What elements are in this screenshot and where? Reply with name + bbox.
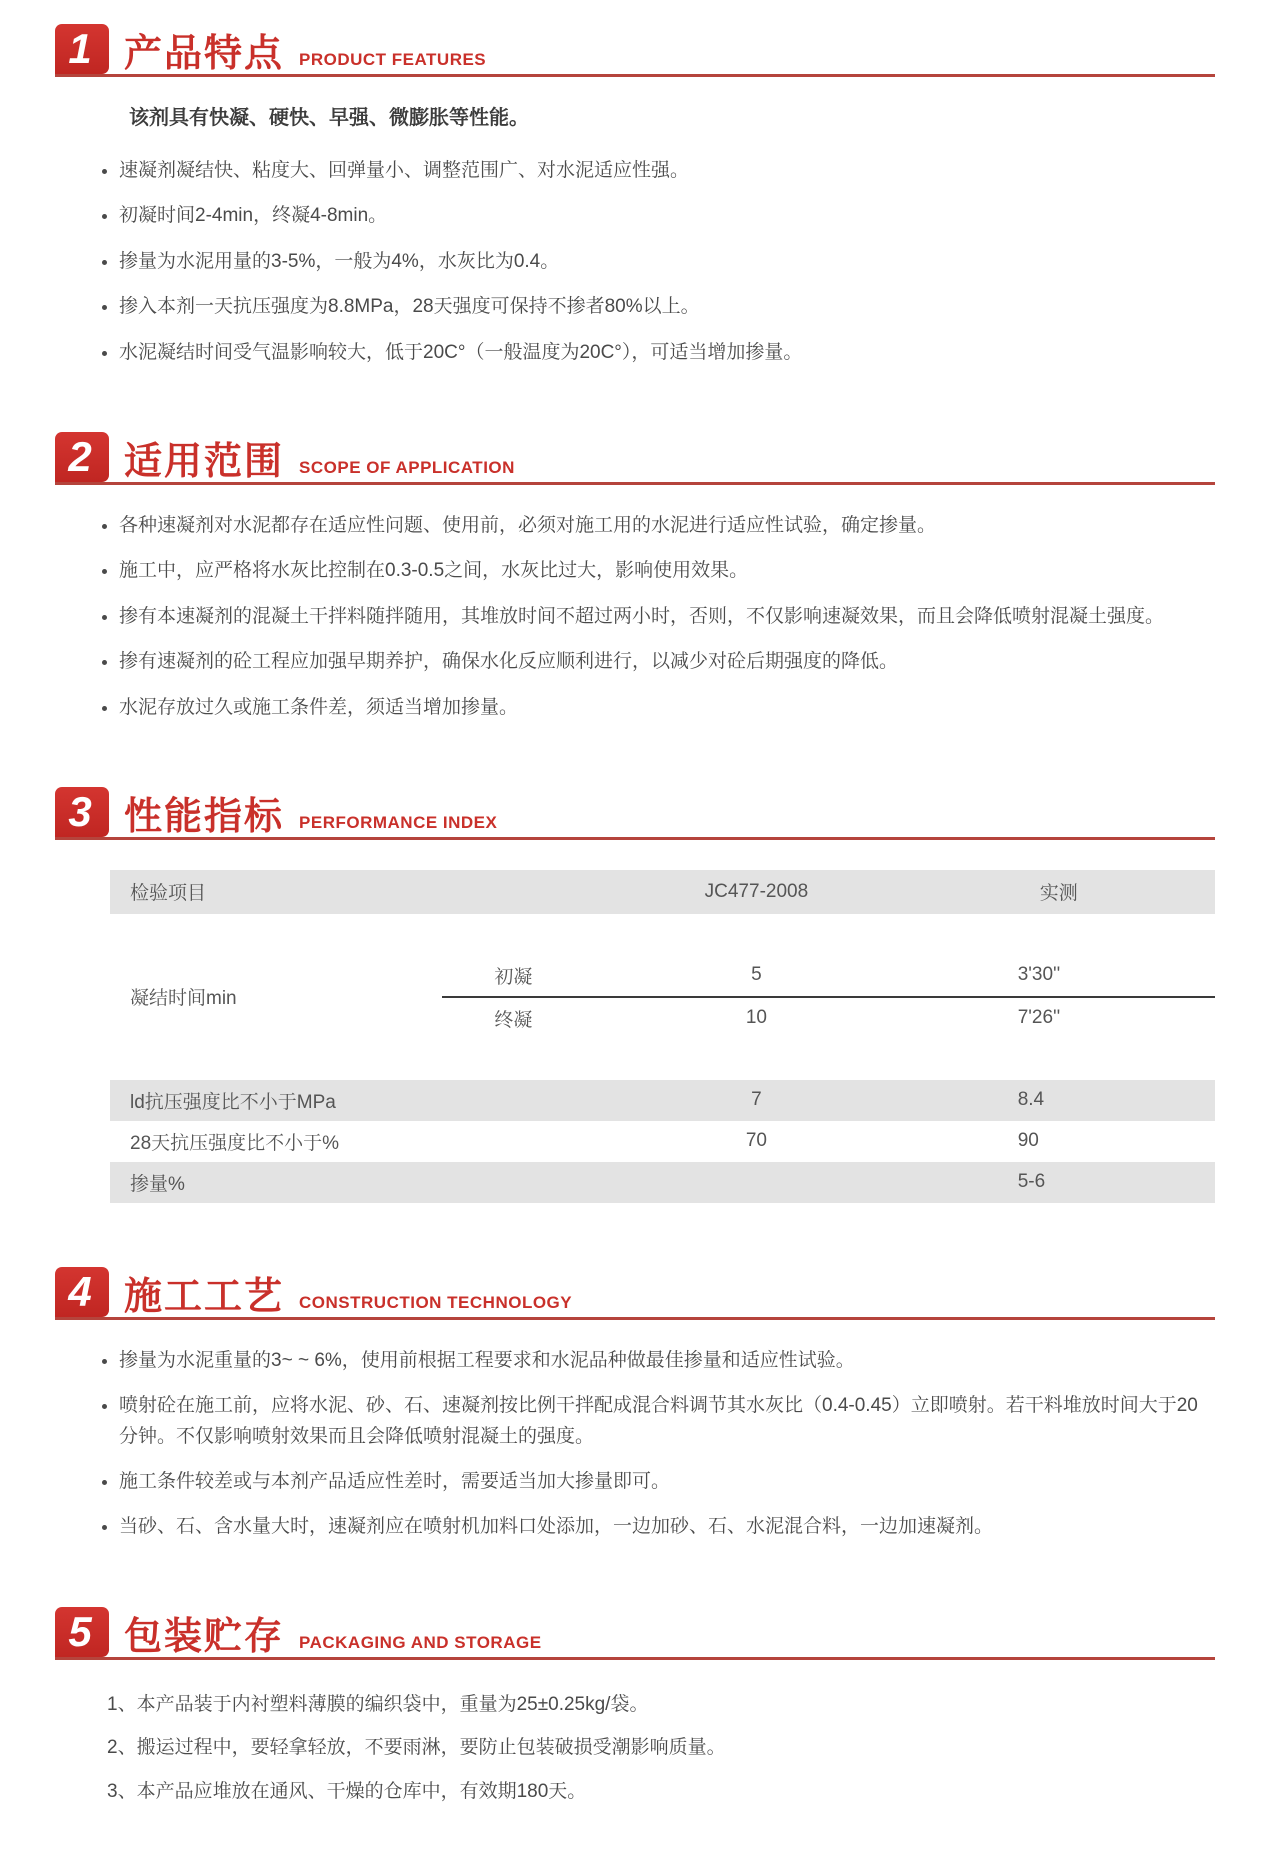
cell-item: 28天抗压强度比不小于% xyxy=(130,1132,340,1154)
cell-measured: 90 xyxy=(1017,1130,1039,1152)
section-number-badge: 5 xyxy=(55,1607,109,1657)
packaging-list xyxy=(107,1690,1215,1807)
cell-sub: 终凝 xyxy=(494,1009,533,1031)
features-intro: 该剂具有快凝、硬快、早强、微膨胀等性能。 xyxy=(129,107,529,129)
section-header xyxy=(55,1267,1215,1320)
table-gap-row xyxy=(110,914,1215,955)
list-item: • 初凝时间2-4min，终凝4-8min。 xyxy=(119,201,1215,231)
section-construction-technology xyxy=(55,1267,1215,1543)
section-subtitle: CONSTRUCTION TECHNOLOGY xyxy=(299,1292,573,1312)
list-item: 2、搬运过程中，要轻拿轻放，不要雨淋，要防止包装破损受潮影响质量。 xyxy=(107,1737,726,1759)
list-item: • 喷射砼在施工前，应将水泥、砂、石、速凝剂按比例干拌配成混合料调节其水灰比（0.4-0.45）立即喷射。若干料堆放时间大于20分钟。不仅影响喷射效果而且会降低喷射混凝土的强度。 xyxy=(119,1391,1215,1452)
list-item: • 水泥凝结时间受气温影响较大，低于20C°（一般温度为20C°），可适当增加掺量。 xyxy=(119,338,1215,368)
list-item: 3、本产品应堆放在通风、干燥的仓库中，有效期180天。 xyxy=(107,1780,587,1802)
section-header xyxy=(55,24,1215,77)
col-header-measured: 实测 xyxy=(1039,883,1078,905)
section-title: 产品特点 xyxy=(124,33,285,75)
performance-table xyxy=(110,870,1215,1203)
list-item: • 掺有速凝剂的砼工程应加强早期养护，确保水化反应顺利进行，以减少对砼后期强度的降低。 xyxy=(119,647,1215,677)
table-row-28d-strength xyxy=(110,1121,1215,1162)
cell-standard: 70 xyxy=(745,1130,767,1152)
section-subtitle: SCOPE OF APPLICATION xyxy=(299,457,515,477)
section-header xyxy=(55,1607,1215,1660)
section-title: 包装贮存 xyxy=(124,1615,285,1658)
section-subtitle: PRODUCT FEATURES xyxy=(299,50,487,69)
list-item: • 施工中，应严格将水灰比控制在0.3-0.5之间，水灰比过大，影响使用效果。 xyxy=(119,556,1215,586)
cell-standard xyxy=(585,1162,928,1203)
table-row-dosage xyxy=(110,1162,1215,1203)
list-item: • 当砂、石、含水量大时，速凝剂应在喷射机加料口处添加，一边加砂、石、水泥混合料，一边加速凝剂。 xyxy=(119,1512,1215,1542)
list-item: • 施工条件较差或与本剂产品适应性差时，需要适当加大掺量即可。 xyxy=(119,1467,1215,1497)
cell-standard: 5 xyxy=(585,955,928,997)
table-row-1d-strength xyxy=(110,1080,1215,1121)
cell-measured: 5-6 xyxy=(1017,1171,1046,1193)
scope-list xyxy=(103,511,1215,723)
section-scope-of-application xyxy=(55,432,1215,723)
table-gap-row xyxy=(110,1039,1215,1080)
section-title: 性能指标 xyxy=(124,795,285,838)
table-header-row xyxy=(110,870,1215,914)
list-item: 1、本产品装于内衬塑料薄膜的编织袋中，重量为25±0.25kg/袋。 xyxy=(107,1693,649,1715)
cell-item: 掺量% xyxy=(130,1173,185,1195)
list-item: • 掺量为水泥用量的3-5%，一般为4%，水灰比为0.4。 xyxy=(119,247,1215,277)
table-row-setting-initial xyxy=(110,955,1215,997)
section-packaging-storage xyxy=(55,1607,1215,1807)
list-item: • 掺入本剂一天抗压强度为8.8MPa，28天强度可保持不掺者80%以上。 xyxy=(119,292,1215,322)
cell-measured: 3'30'' xyxy=(928,955,1215,997)
section-header xyxy=(55,787,1215,840)
list-item: • 掺有本速凝剂的混凝土干拌料随拌随用，其堆放时间不超过两小时，否则，不仅影响速凝效果，而且会降低喷射混凝土强度。 xyxy=(119,602,1215,632)
construction-list xyxy=(103,1346,1215,1543)
cell-item: ld抗压强度比不小于MPa xyxy=(130,1091,336,1113)
section-number-badge: 2 xyxy=(55,432,109,482)
section-title: 施工工艺 xyxy=(124,1275,285,1318)
cell-sub: 初凝 xyxy=(442,955,586,997)
cell-standard: 7 xyxy=(751,1089,762,1111)
section-performance-index xyxy=(55,787,1215,1203)
section-number-badge: 3 xyxy=(55,787,109,837)
section-subtitle: PACKAGING AND STORAGE xyxy=(299,1632,542,1652)
features-list xyxy=(103,156,1215,368)
section-number-badge: 4 xyxy=(55,1267,109,1317)
list-item: • 速凝剂凝结快、粘度大、回弹量小、调整范围广、对水泥适应性强。 xyxy=(119,156,1215,186)
section-subtitle: PERFORMANCE INDEX xyxy=(299,812,498,832)
list-item: • 各种速凝剂对水泥都存在适应性问题、使用前，必须对施工用的水泥进行适应性试验，确定掺量。 xyxy=(119,511,1215,541)
cell-standard: 10 xyxy=(745,1007,767,1029)
section-header xyxy=(55,432,1215,485)
list-item: • 掺量为水泥重量的3~ ~ 6%，使用前根据工程要求和水泥品种做最佳掺量和适应性试验。 xyxy=(119,1346,1215,1376)
section-number-badge: 1 xyxy=(55,24,109,74)
cell-measured: 7'26'' xyxy=(1017,1007,1061,1029)
section-product-features xyxy=(55,24,1215,368)
section-title: 适用范围 xyxy=(124,440,285,483)
col-header-item: 检验项目 xyxy=(130,883,207,905)
cell-measured: 8.4 xyxy=(1017,1089,1045,1111)
col-header-sub xyxy=(442,870,586,914)
col-header-standard: JC477-2008 xyxy=(704,880,809,902)
setting-time-label: 凝结时间min xyxy=(130,988,237,1010)
list-item: • 水泥存放过久或施工条件差，须适当增加掺量。 xyxy=(119,693,1215,723)
